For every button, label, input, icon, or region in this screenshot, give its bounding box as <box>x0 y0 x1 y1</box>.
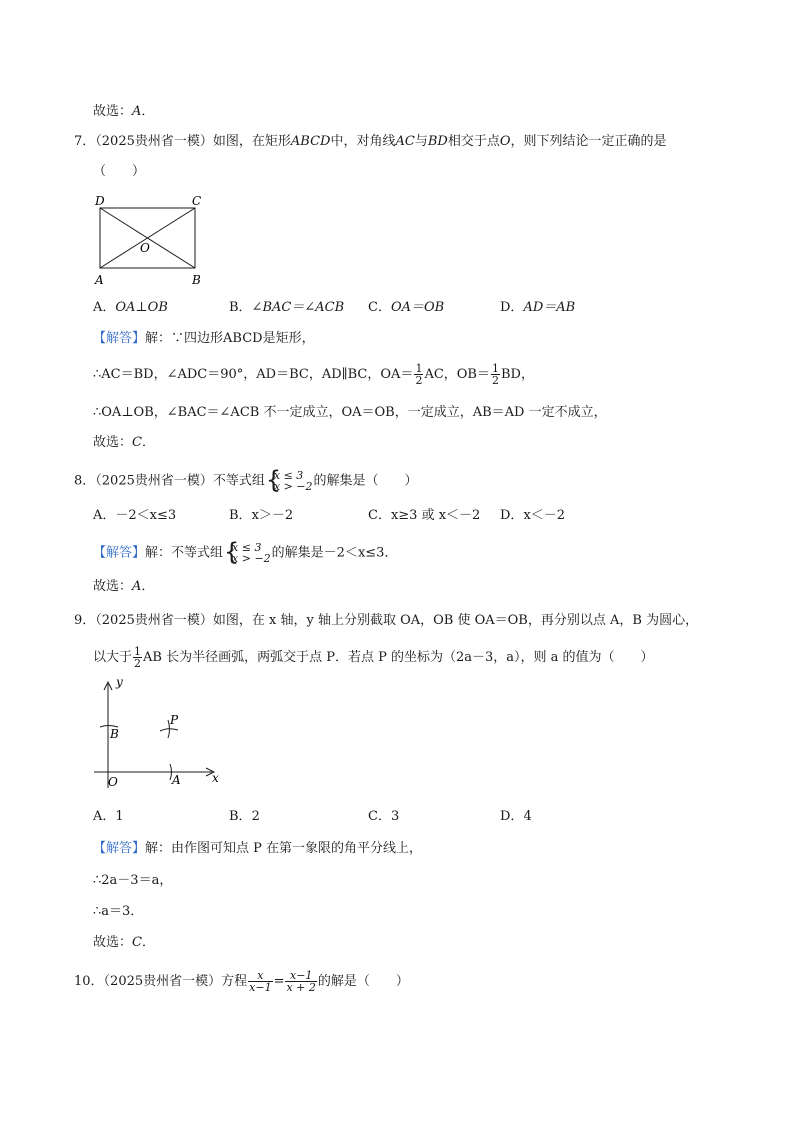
q9-answer-line3: ∴a＝3． <box>93 904 144 919</box>
answer-tag: 【解答】 <box>93 331 146 346</box>
label-c: C <box>192 194 202 208</box>
label-p: P <box>170 713 179 727</box>
q7-rectangle-figure <box>90 190 210 290</box>
label-y: y <box>116 675 123 689</box>
q7-option-a: A．OA⊥OB <box>93 300 168 315</box>
answer-tag: 【解答】 <box>93 841 146 856</box>
q8-answer: 【解答】解：不等式组 { x ≤ 3 x > −2 的解集是－2＜x≤3． <box>93 538 398 566</box>
label-b: B <box>110 727 119 741</box>
q8-stem: 8．（2025贵州省一模）不等式组 { x ≤ 3 x > −2 的解集是（ ） <box>74 466 418 494</box>
q7-stem: 7．（2025贵州省一模）如图，在矩形ABCD中，对角线AC与BD相交于点O，则下列结论一定正确的是 <box>74 134 667 149</box>
prev-answer-line: 故选：A． <box>93 104 155 119</box>
half-fraction: $\frac{1}{2}$ <box>134 645 142 670</box>
brace-glyph: { <box>265 466 282 494</box>
label-x: x <box>212 771 219 785</box>
half-fraction: $\frac{1}{2}$ <box>415 362 423 387</box>
label-o: O <box>140 241 150 255</box>
q7-paren: （ ） <box>93 164 146 179</box>
q7-answer-line1: 【解答】解：∵四边形ABCD是矩形， <box>93 331 315 346</box>
fraction-left: $\frac{x}{x-1}$ <box>249 969 272 994</box>
q8-option-b: B．x＞－2 <box>229 508 294 523</box>
q7-answer-line2: ∴AC＝BD，∠ADC＝90°，AD＝BC，AD∥BC，OA＝ $\frac{1}{2}$ AC，OB＝ $\frac{1}{2}$ BD， <box>93 362 534 387</box>
q9-option-d: D．4 <box>500 809 532 824</box>
label-o: O <box>108 775 118 789</box>
half-fraction: $\frac{1}{2}$ <box>491 362 499 387</box>
q7-option-c: C．OA＝OB <box>368 300 445 315</box>
q9-stem-line2: 以大于 $\frac{1}{2}$ AB 长为半径画弧，两弧交于点 P．若点 P 的坐标为（2a－3，a），则 a 的值为（ ） <box>93 645 654 670</box>
q7-option-d: D．AD＝AB <box>500 300 576 315</box>
q7-option-b: B．∠BAC＝∠ACB <box>229 300 345 315</box>
label-a: A <box>172 773 181 787</box>
answer-tag: 【解答】 <box>93 545 146 561</box>
inequality-system: { x ≤ 3 x > −2 <box>224 538 271 566</box>
q8-option-c: C．x≥3 或 x＜－2 <box>368 508 481 523</box>
fraction-right: $\frac{x-1}{x + 2}$ <box>286 969 316 994</box>
label-a: A <box>95 273 104 287</box>
q9-final-answer: 故选：C． <box>93 935 155 950</box>
q7-answer-line3: ∴OA⊥OB，∠BAC＝∠ACB 不一定成立，OA＝OB，一定成立，AB＝AD 一定不成立， <box>93 405 607 420</box>
brace-glyph: { <box>224 538 240 566</box>
q9-option-b: B．2 <box>229 809 260 824</box>
label-b: B <box>192 273 201 287</box>
q9-coordinate-figure <box>88 672 228 794</box>
inequality-system: { x ≤ 3 x > −2 <box>265 466 313 494</box>
q7-final-answer: 故选：C． <box>93 435 155 450</box>
q9-answer-line1: 【解答】解：由作图可知点 P 在第一象限的角平分线上， <box>93 841 423 856</box>
q9-answer-line2: ∴2a－3＝a， <box>93 873 173 888</box>
q10-stem: 10．（2025贵州省一模）方程 $\frac{x}{x-1}$ = $\frac{x-1}{x + 2}$ 的解是（ ） <box>74 969 409 994</box>
label-d: D <box>95 194 105 208</box>
q9-option-a: A．1 <box>93 809 124 824</box>
q8-option-d: D．x＜－2 <box>500 508 566 523</box>
q8-option-a: A．－2＜x≤3 <box>93 508 177 523</box>
q9-stem-line1: 9．（2025贵州省一模）如图，在 x 轴，y 轴上分别截取 OA，OB 使 OA＝OB，再分别以点 A，B 为圆心， <box>74 613 699 628</box>
q9-option-c: C．3 <box>368 809 400 824</box>
q8-final-answer: 故选：A． <box>93 579 155 594</box>
